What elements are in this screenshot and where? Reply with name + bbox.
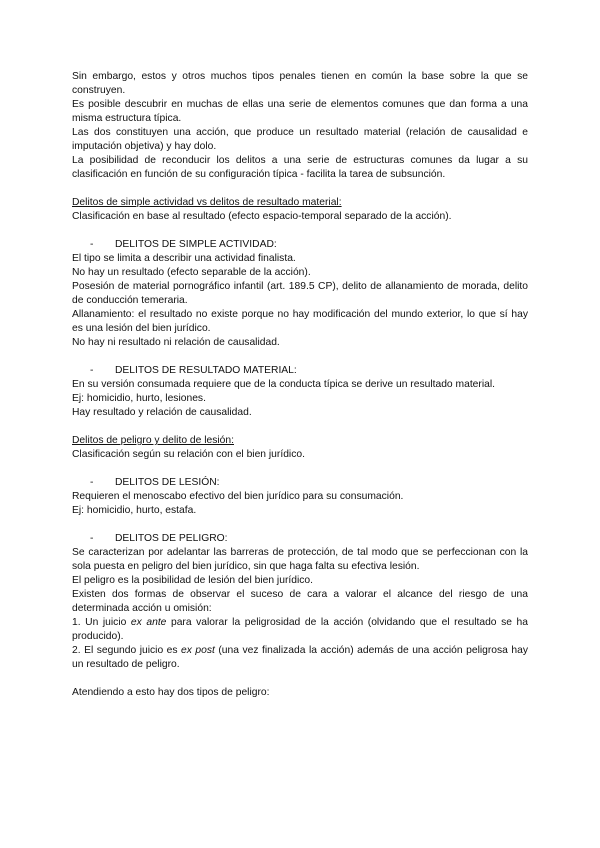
text-run: para valorar la peligrosidad de la acción (olvidando que el resultado se ha producido). [72, 617, 528, 642]
paragraph: Existen dos formas de observar el suceso de cara a valorar el alcance del riesgo de una determinada acción u omisión: [72, 589, 528, 614]
bullet-title: DELITOS DE LESIÓN: [115, 477, 220, 488]
paragraph: Las dos constituyen una acción, que produce un resultado material (relación de causalidad e imputación objetiva) y hay dolo. [72, 127, 528, 152]
italic-term: ex post [181, 645, 215, 656]
bullet-heading [72, 476, 528, 490]
paragraph: Es posible descubrir en muchas de ellas una serie de elementos comunes que dan forma a una misma estructura típica. [72, 99, 528, 124]
text-run: (una vez finalizada la acción) además de una acción peligrosa hay un resultado de peligro. [72, 645, 528, 670]
paragraph: Clasificación en base al resultado (efecto espacio-temporal separado de la acción). [72, 211, 452, 222]
paragraph [72, 616, 528, 644]
paragraph: No hay un resultado (efecto separable de la acción). [72, 267, 311, 278]
bullet-dash: - [90, 477, 94, 488]
text-run: 2. El segundo juicio es [72, 645, 182, 656]
paragraph: El tipo se limita a describir una actividad finalista. [72, 253, 296, 264]
paragraph: Posesión de material pornográfico infantil (art. 189.5 CP), delito de allanamiento de morada, delito de conducción temeraria. [72, 281, 528, 306]
bullet-heading [72, 238, 528, 252]
bullet-heading [72, 532, 528, 546]
bullet-title: DELITOS DE SIMPLE ACTIVIDAD: [115, 239, 277, 250]
paragraph: Se caracterizan por adelantar las barreras de protección, de tal modo que se perfeccionan con la sola puesta en peligro del bien jurídico, sin que haga falta su efectiva lesión. [72, 547, 528, 572]
bullet-title: DELITOS DE RESULTADO MATERIAL: [115, 365, 297, 376]
bullet-dash: - [90, 239, 94, 250]
bullet-heading [72, 364, 528, 378]
paragraph: Atendiendo a esto hay dos tipos de peligro: [72, 687, 270, 698]
paragraph: Allanamiento: el resultado no existe porque no hay modificación del mundo exterior, lo que sí hay es una lesión del bien jurídico. [72, 309, 528, 334]
paragraph: Hay resultado y relación de causalidad. [72, 407, 252, 418]
section-heading: Delitos de peligro y delito de lesión: [72, 435, 234, 446]
bullet-title: DELITOS DE PELIGRO: [115, 533, 228, 544]
paragraph: La posibilidad de reconducir los delitos a una serie de estructuras comunes da lugar a su clasificación en función de su configuración típica - facilita la tarea de subsunción. [72, 155, 528, 180]
italic-term: ex ante [130, 617, 167, 628]
paragraph: El peligro es la posibilidad de lesión del bien jurídico. [72, 575, 313, 586]
paragraph: Requieren el menoscabo efectivo del bien jurídico para su consumación. [72, 491, 404, 502]
section-heading: Delitos de simple actividad vs delitos de resultado material: [72, 197, 342, 208]
paragraph [72, 644, 528, 672]
bullet-dash: - [90, 533, 94, 544]
paragraph: No hay ni resultado ni relación de causalidad. [72, 337, 280, 348]
paragraph: Sin embargo, estos y otros muchos tipos penales tienen en común la base sobre la que se construyen. [72, 71, 528, 96]
paragraph: En su versión consumada requiere que de la conducta típica se derive un resultado material. [72, 379, 495, 390]
paragraph: Ej: homicidio, hurto, lesiones. [72, 393, 206, 404]
paragraph: Ej: homicidio, hurto, estafa. [72, 505, 197, 516]
paragraph: Clasificación según su relación con el bien jurídico. [72, 449, 305, 460]
text-run: 1. Un juicio [72, 617, 131, 628]
bullet-dash: - [90, 365, 94, 376]
